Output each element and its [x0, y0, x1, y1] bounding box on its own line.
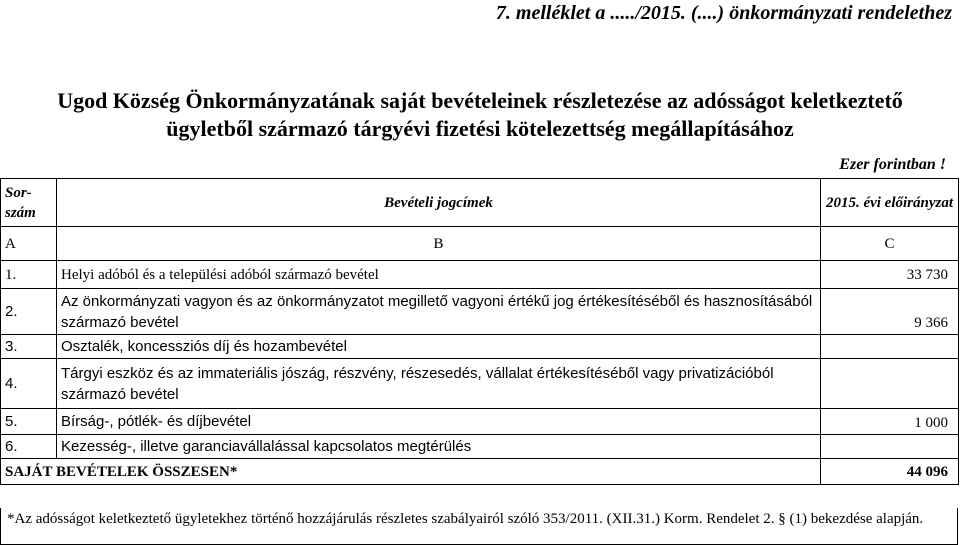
row-number: 6. — [1, 435, 57, 459]
table-row — [1, 409, 959, 435]
annex-label: 7. melléklet a ...../2015. (....) önkormányzati rendelethez — [495, 2, 952, 24]
table-row — [1, 289, 959, 335]
unit-label: Ezer forintban ! — [839, 156, 946, 173]
header-revenue-title: Bevételi jogcímek — [57, 179, 821, 227]
row-number: 5. — [1, 409, 57, 435]
document-title-line-2: ügyletből származó tárgyévi fizetési kötelezettség megállapításához — [166, 116, 794, 141]
total-label: SAJÁT BEVÉTELEK ÖSSZESEN* — [1, 459, 821, 485]
header-row-number: Sor- szám — [1, 179, 57, 227]
revenue-title: Kezesség-, illetve garanciavállalással kapcsolatos megtérülés — [57, 435, 821, 459]
total-row — [1, 459, 959, 485]
revenue-value — [821, 335, 959, 359]
column-letter-a: A — [1, 227, 57, 261]
revenue-value: 9 366 — [821, 289, 959, 335]
revenue-value — [821, 359, 959, 409]
total-value: 44 096 — [821, 459, 959, 485]
table-header-row — [1, 179, 959, 227]
revenue-title: Az önkormányzati vagyon és az önkormányzatot megillető vagyoni értékű jog értékesítéséből és hasznosításából származó bevétel — [57, 289, 821, 335]
column-letter-b: B — [57, 227, 821, 261]
table-row — [1, 435, 959, 459]
column-letter-c: C — [821, 227, 959, 261]
table-row — [1, 261, 959, 289]
revenue-title: Helyi adóból és a települési adóból származó bevétel — [57, 261, 821, 289]
revenue-title: Osztalék, koncessziós díj és hozambevétel — [57, 335, 821, 359]
revenue-value: 1 000 — [821, 409, 959, 435]
document-title-line-1: Ugod Község Önkormányzatának saját bevételeinek részletezése az adósságot keletkeztető — [57, 88, 903, 113]
revenue-value — [821, 435, 959, 459]
table-row — [1, 359, 959, 409]
revenue-value: 33 730 — [821, 261, 959, 289]
row-number: 3. — [1, 335, 57, 359]
revenue-table — [0, 178, 959, 485]
table-row — [1, 335, 959, 359]
footnote: *Az adósságot keletkeztető ügyletekhez történő hozzájárulás részletes szabályairól szóló 353/2011. (XII.31.) Korm. Rendelet 2. § (1) bekezdése alapján. — [0, 508, 958, 545]
revenue-title: Bírság-, pótlék- és díjbevétel — [57, 409, 821, 435]
column-letter-row — [1, 227, 959, 261]
row-number: 2. — [1, 289, 57, 335]
revenue-title: Tárgyi eszköz és az immateriális jószág, részvény, részesedés, vállalat értékesítéséből vagy privatizációból származó bevétel — [57, 359, 821, 409]
row-number: 4. — [1, 359, 57, 409]
header-appropriation: 2015. évi előirányzat — [821, 179, 959, 227]
row-number: 1. — [1, 261, 57, 289]
